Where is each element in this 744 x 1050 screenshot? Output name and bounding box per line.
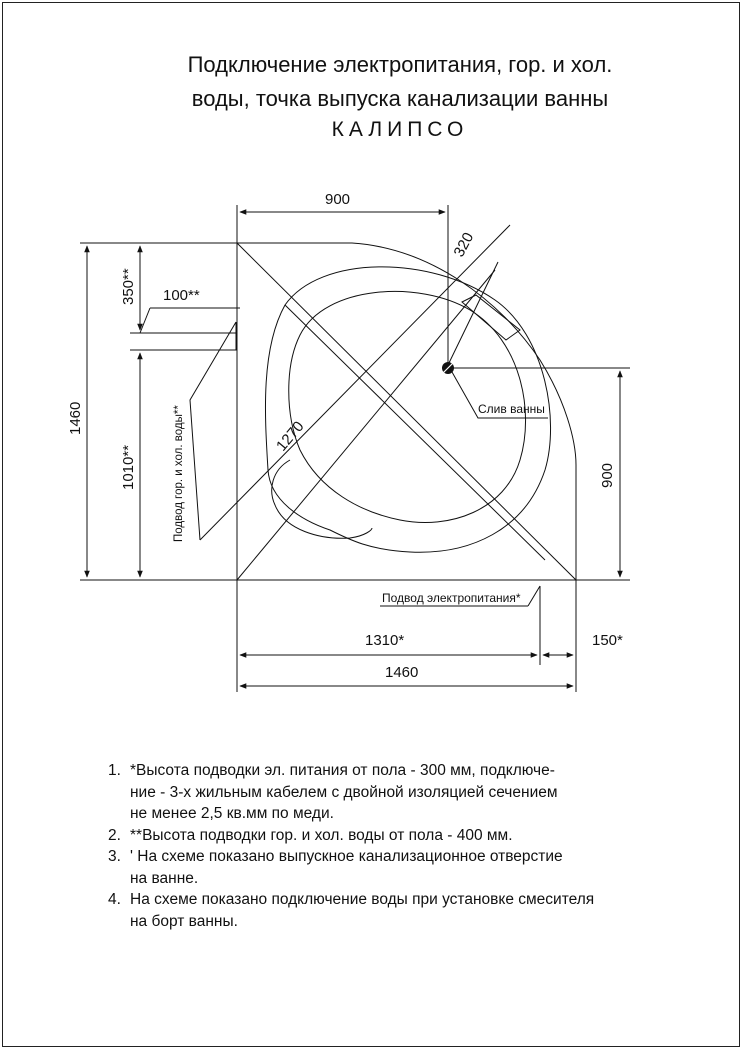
note-number: 1. <box>108 762 121 779</box>
note-number: 4. <box>108 891 121 908</box>
model-name: КАЛИПСО <box>331 118 469 141</box>
dim-320-label: 320 <box>450 229 478 260</box>
dim-bottom-1460-label: 1460 <box>385 664 419 681</box>
dim-top-900-label: 900 <box>325 191 351 208</box>
note-item <box>108 825 708 847</box>
note-item <box>108 846 708 889</box>
bath-seat <box>272 460 372 538</box>
note-item <box>108 889 708 932</box>
water-leader <box>190 322 236 540</box>
note-number: 2. <box>108 826 121 844</box>
dim-1310-label: 1310* <box>365 632 405 649</box>
dim-right-900-label: 900 <box>599 462 616 488</box>
water-supply-label: Подвод гор. и хол. воды** <box>173 405 185 542</box>
note-text: На схеме показано подключение воды при установке смесителя на борт ванны. <box>130 891 595 930</box>
dim-left-1460-label: 1460 <box>67 401 84 435</box>
drain-label: Слив ванны <box>478 402 545 416</box>
note-item <box>108 760 708 825</box>
note-number: 3. <box>108 848 121 865</box>
power-supply-label: Подвод электропитания* <box>382 591 521 605</box>
dim-1010-label: 1010** <box>120 444 137 490</box>
dim-350-label: 350** <box>120 268 137 305</box>
notes-list <box>108 760 708 932</box>
note-text: ' На схеме показано выпускное канализационное отверстие на ванне. <box>130 848 563 887</box>
dim-150-label: 150* <box>592 632 623 649</box>
note-text: *Высота подводки эл. питания от пола - 300 мм, подключе- ние - 3-х жильным кабелем с двойной изоляцией сечением не менее 2,5 кв.мм по меди. <box>130 762 558 822</box>
diagonal-long <box>200 225 510 540</box>
dim-1270-label: 1270 <box>273 418 308 455</box>
note-text: **Высота подводки гор. и хол. воды от пола - 400 мм. <box>130 826 513 844</box>
dim-100-label: 100** <box>163 287 200 304</box>
title-line-1: Подключение электропитания, гор. и хол. <box>187 52 613 77</box>
title-line-2: воды, точка выпуска канализации ванны <box>191 86 609 111</box>
